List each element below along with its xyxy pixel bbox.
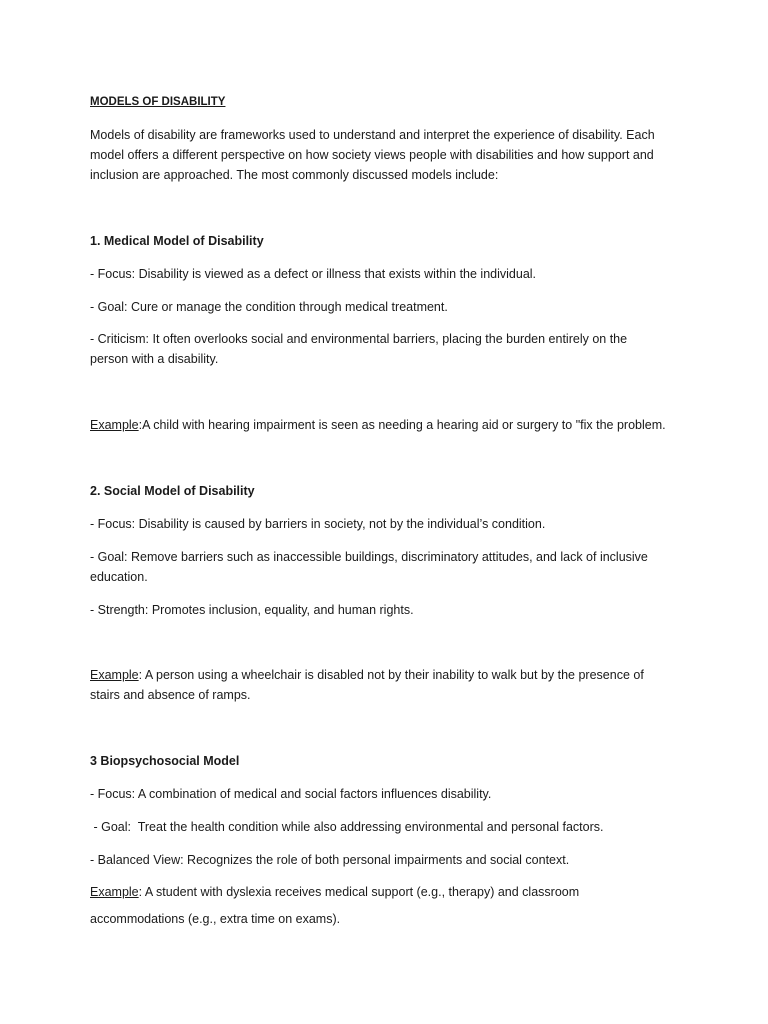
document-title: MODELS OF DISABILITY — [90, 96, 226, 108]
example-label: Example — [90, 885, 139, 899]
section-2-heading: 2. Social Model of Disability — [90, 484, 255, 498]
example-text: : A person using a wheelchair is disabled not by their inability to walk but by the presence of stairs and absence of ramps. — [90, 668, 644, 702]
section-3-point-goal: - Goal: Treat the health condition while also addressing environmental and personal factors. — [90, 820, 604, 834]
intro-paragraph: Models of disability are frameworks used to understand and interpret the experience of disability. Each model offers a different perspective on how society views people with disabilities and how support and inclusion are approached. The most commonly discussed models include: — [90, 128, 655, 182]
example-label: Example — [90, 418, 139, 432]
section-3-example — [90, 879, 600, 933]
example-label: Example — [90, 668, 139, 682]
section-2-point-focus: - Focus: Disability is caused by barriers in society, not by the individual’s condition. — [90, 517, 546, 531]
section-2-point-goal: - Goal: Remove barriers such as inaccessible buildings, discriminatory attitudes, and lack of inclusive education. — [90, 550, 648, 584]
section-2-example — [90, 665, 675, 705]
section-1-point-goal: - Goal: Cure or manage the condition through medical treatment. — [90, 300, 448, 314]
section-3-point-balanced-view: - Balanced View: Recognizes the role of both personal impairments and social context. — [90, 853, 570, 867]
section-3-point-focus: - Focus: A combination of medical and social factors influences disability. — [90, 787, 492, 801]
example-text: : A student with dyslexia receives medical support (e.g., therapy) and classroom accommodations (e.g., extra time on exams). — [90, 885, 580, 926]
section-1-example — [90, 415, 690, 435]
section-1-point-criticism: - Criticism: It often overlooks social and environmental barriers, placing the burden entirely on the person with a disability. — [90, 332, 628, 366]
section-3-heading: 3 Biopsychosocial Model — [90, 754, 240, 768]
section-2-point-strength: - Strength: Promotes inclusion, equality, and human rights. — [90, 603, 414, 617]
section-1-heading: 1. Medical Model of Disability — [90, 234, 264, 248]
section-1-point-focus: - Focus: Disability is viewed as a defect or illness that exists within the individual. — [90, 267, 537, 281]
example-text: :A child with hearing impairment is seen as needing a hearing aid or surgery to "fix the problem. — [138, 418, 666, 432]
